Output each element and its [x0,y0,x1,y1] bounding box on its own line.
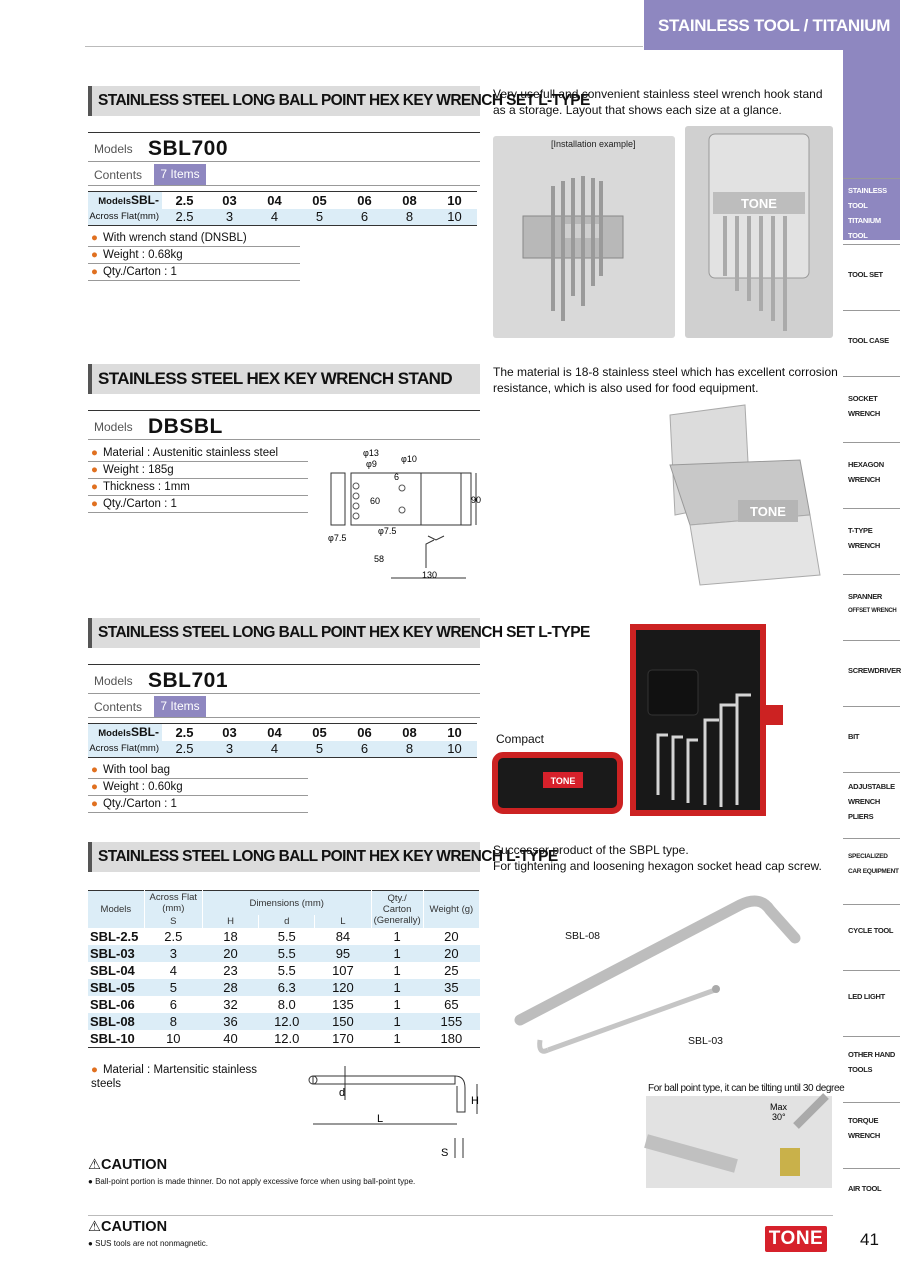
footer-caution-text: ● SUS tools are not nonmagnetic. [88,1239,209,1248]
sec3-bullets [88,762,308,813]
svg-text:TONE: TONE [750,504,786,519]
sidebar-item-other[interactable]: OTHER HAND TOOLS [843,1036,900,1098]
wrench-dimension-diagram [305,1066,485,1162]
table-row: ModelsSBL- 2.5 03 04 05 06 08 10 [88,724,477,741]
sec1-models-row [88,132,480,162]
list-item: ● Thickness : 1mm [88,479,308,496]
label-sbl-03: SBL-03 [688,1035,724,1047]
svg-text:φ7.5: φ7.5 [328,533,347,543]
svg-text:φ9: φ9 [366,459,377,469]
sec2-models-label: Models [94,420,133,434]
svg-text:d: d [339,1087,346,1099]
svg-text:58: 58 [374,554,385,564]
tool-bag-photo [493,625,783,815]
sec1-contents-label: Contents [94,168,143,182]
stand-diagram [326,448,486,584]
table-row: Across Flat(mm) 2.5 3 4 5 6 8 10 [88,741,477,758]
sidebar-item-tool-set[interactable]: TOOL SET [843,244,900,306]
category-title: STAINLESS TOOL / TITANIUM TOOL [644,0,900,50]
sec2-models-row [88,410,480,440]
svg-text:H: H [471,1095,479,1107]
sidebar-item-torque[interactable]: TORQUE WRENCH [843,1102,900,1164]
table-row: SBL-10 10 40 12.0 170 1 180 [88,1030,480,1047]
category-sidebar [843,50,900,1218]
svg-text:φ7.5: φ7.5 [378,526,397,536]
footer-caution: ⚠CAUTION [88,1219,168,1235]
list-item: ● Weight : 0.68kg [88,247,300,264]
list-item: ● Material : Austenitic stainless steel [88,445,308,462]
sidebar-head [843,50,900,178]
label-sbl-08: SBL-08 [565,930,601,942]
sec1-contents-row [88,164,480,186]
table-header-row: S H d L [88,915,480,928]
svg-text:S: S [441,1147,449,1159]
svg-text:30°: 30° [772,1112,786,1122]
list-item: ● Qty./Carton : 1 [88,496,308,513]
sec2-model-number: DBSBL [148,415,223,438]
sidebar-item-hexagon[interactable]: HEXAGON WRENCH [843,442,900,504]
list-item: ● With wrench stand (DNSBL) [88,230,300,247]
sec3-model-number: SBL701 [148,669,229,692]
sec4-spec-table [88,890,480,1048]
sidebar-item-bit[interactable]: BIT [843,706,900,768]
svg-text:φ13: φ13 [363,448,379,458]
sec1-photo-installation: [Installation example] [493,136,675,338]
page-number: 41 [860,1230,879,1249]
sec3-title: STAINLESS STEEL LONG BALL POINT HEX KEY WRENCH SET L-TYPE [88,618,480,648]
sec4-title: STAINLESS STEEL LONG BALL POINT HEX KEY WRENCH L-TYPE [88,842,480,872]
sec4-description: Successor product of the SBPL type. For tightening and loosening hexagon socket head cap screw. [493,843,822,873]
sidebar-item-stainless[interactable]: STAINLESS TOOL TITANIUM TOOL [843,178,900,240]
table-header-row: Models Across Flat (mm) Dimensions (mm) Qty./ Carton (Generally) Weight (g) [88,891,480,916]
sec1-photo-set [685,126,833,338]
svg-text:φ10: φ10 [401,454,417,464]
sidebar-item-spanner[interactable]: SPANNER OFFSET WRENCH [843,574,900,636]
list-item: ● Weight : 185g [88,462,308,479]
svg-text:130: 130 [422,570,438,580]
list-item: ● With tool bag [88,762,308,779]
list-item: ● Material : Martensitic stainless steels [91,1064,257,1090]
table-row: SBL-2.5 2.5 18 5.5 84 1 20 [90,929,459,944]
warning-icon: ⚠ [88,1219,101,1235]
sec1-contents-badge: 7 Items [154,164,206,185]
warning-icon: ⚠ [88,1157,101,1173]
svg-text:L: L [377,1113,384,1125]
sec4-bullets [88,1063,288,1093]
sec2-bullets [88,445,308,513]
table-row: SBL-04 4 23 5.5 107 1 25 [90,963,459,978]
sec1-size-table [88,191,477,226]
sec1-bullets [88,230,300,281]
sec1-models-label: Models [94,142,133,156]
svg-text:6: 6 [394,472,400,482]
sidebar-item-specialized[interactable]: SPECIALIZED CAR EQUIPMENT [843,838,900,900]
sidebar-item-socket[interactable]: SOCKET WRENCH [843,376,900,438]
svg-text:60: 60 [370,496,381,506]
table-row: SBL-03 3 20 5.5 95 1 20 [88,945,480,962]
list-item: ● Qty./Carton : 1 [88,264,300,281]
svg-text:90: 90 [471,495,482,505]
sec3-contents-badge: 7 Items [154,696,206,717]
sidebar-item-t-type[interactable]: T-TYPE WRENCH [843,508,900,570]
sec1-title: STAINLESS STEEL LONG BALL POINT HEX KEY WRENCH SET L-TYPE [88,86,480,116]
svg-text:TONE: TONE [741,196,777,211]
sidebar-item-cycle[interactable]: CYCLE TOOL [843,904,900,966]
tone-logo: TONE [765,1226,827,1252]
sec2-description: The material is 18-8 stainless steel which has excellent corrosion resistance, which is also used for food equipment. [493,365,838,395]
sec4-caution-text: ● Ball-point portion is made thinner. Do not apply excessive force when using ball-point type. [88,1177,416,1186]
sec3-models-label: Models [94,674,133,688]
table-row: SBL-05 5 28 6.3 120 1 35 [88,979,480,996]
sec3-compact-label: Compact [496,732,545,746]
sec4-caution: ⚠CAUTION [88,1157,168,1173]
footer-rule [88,1215,833,1216]
table-row: ModelsSBL- 2.5 03 04 05 06 08 10 [88,192,477,209]
table-row: Across Flat(mm) 2.5 3 4 5 6 8 10 [88,209,477,226]
sec2-title: STAINLESS STEEL HEX KEY WRENCH STAND [88,364,480,394]
sec3-models-row [88,664,480,694]
list-item: ● Qty./Carton : 1 [88,796,308,813]
tilt-note: For ball point type, it can be tilting until 30 degree [648,1083,845,1094]
stand-photo [660,405,830,585]
table-row: SBL-06 6 32 8.0 135 1 65 [90,997,459,1012]
sidebar-item-led[interactable]: LED LIGHT [843,970,900,1032]
svg-text:TONE: TONE [550,776,576,786]
sec1-description: Very usefull and convenient stainless steel wrench hook stand as a storage. Layout that shows each size at a glance. [493,87,823,117]
sec3-size-table [88,723,477,758]
wrench-photo [500,890,830,1070]
sec3-contents-label: Contents [94,700,143,714]
list-item: ● Weight : 0.60kg [88,779,308,796]
sec1-model-number: SBL700 [148,137,229,160]
sidebar-item-screwdriver[interactable]: SCREWDRIVER [843,640,900,702]
header-rule [85,46,643,47]
sec3-contents-row [88,696,480,718]
table-row: SBL-08 8 36 12.0 150 1 155 [88,1013,480,1030]
svg-text:Max: Max [770,1102,788,1112]
sidebar-item-adjustable[interactable]: ADJUSTABLE WRENCH PLIERS [843,772,900,850]
tilt-photo [646,1096,832,1188]
wrench-set-photo [685,126,833,338]
sidebar-item-air[interactable]: AIR TOOL [843,1168,900,1218]
wrench-stand-photo [493,136,675,338]
sidebar-item-tool-case[interactable]: TOOL CASE [843,310,900,372]
